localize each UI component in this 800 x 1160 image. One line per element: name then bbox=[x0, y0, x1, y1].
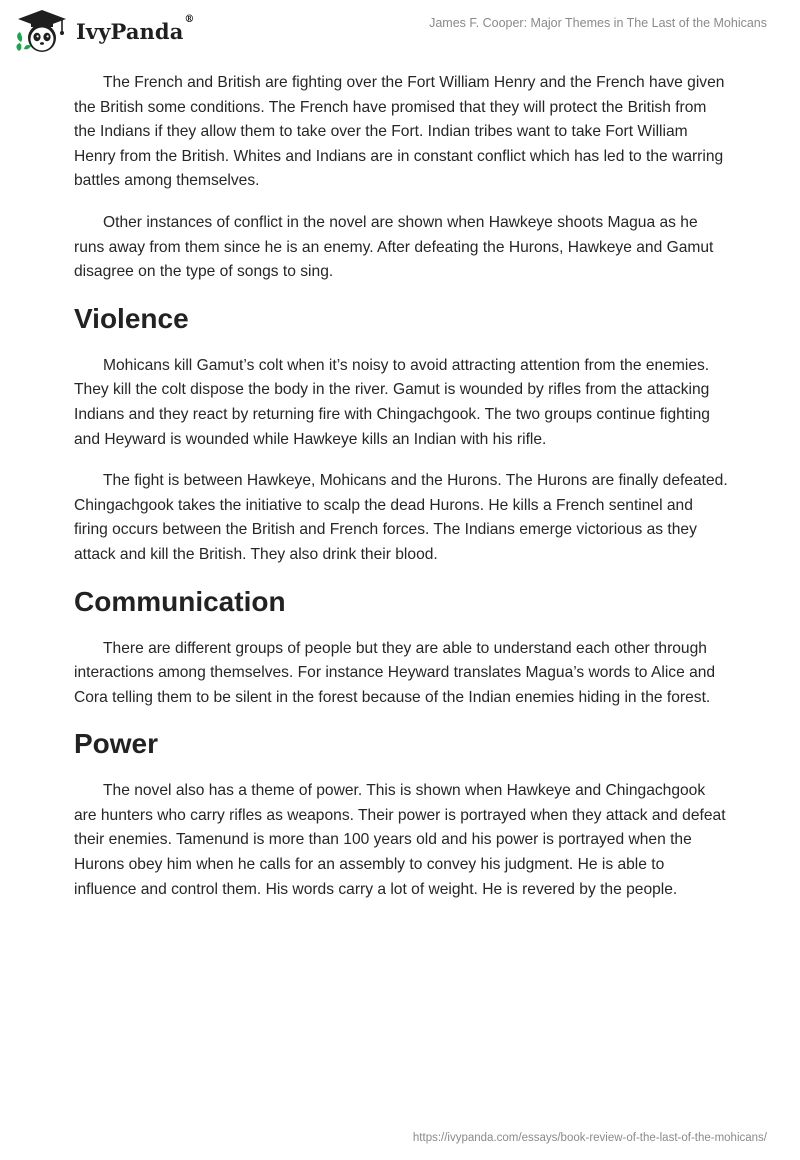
paragraph: Other instances of conflict in the novel are shown when Hawkeye shoots Magua as he runs away from them since he is an enemy. After defeating the Hurons, Hawkeye and Gamut disagree on the type of songs to sing. bbox=[74, 213, 714, 281]
registered-mark: ® bbox=[184, 13, 195, 25]
essay-body bbox=[74, 71, 728, 919]
ivypanda-logo[interactable] bbox=[14, 8, 195, 54]
source-url[interactable]: https://ivypanda.com/essays/book-review-of-the-last-of-the-mohicans/ bbox=[412, 1132, 767, 1144]
page-header bbox=[0, 0, 800, 62]
paragraph: There are different groups of people but they are able to understand each other through interactions among themselves. For instance Heyward translates Magua’s words to Alice and Cora telling them to be silent in the forest because of the Indian enemies hiding in the forest. bbox=[74, 639, 716, 706]
paragraph: The novel also has a theme of power. This is shown when Hawkeye and Chingachgook are hunters who carry rifles as weapons. Their power is portrayed when they attack and defeat their enemies. Tamenund is more than 100 years old and his power is portrayed when the Hurons obey him when he calls for an assembly to convey his judgment. He is able to influence and control them. His words carry a lot of weight. He is revered by the people. bbox=[74, 782, 726, 898]
brand-name: IvyPanda® bbox=[76, 13, 195, 44]
paragraph: The fight is between Hawkeye, Mohicans and the Hurons. The Hurons are finally defeated. Chingachgook takes the initiative to scalp the dead Hurons. He kills a French sentinel and firing occurs between the British and French forces. The Indians emerge victorious as they attack and kill the British. They also drink their blood. bbox=[74, 472, 728, 563]
panda-graduate-icon bbox=[14, 8, 70, 54]
document-title: James F. Cooper: Major Themes in The Last of the Mohicans bbox=[429, 16, 767, 30]
paragraph: The French and British are fighting over the Fort William Henry and the French have given the British some conditions. The French have promised that they will protect the British from the Indians if they allow them to take over the Fort. Indian tribes want to take Fort William Henry from the British. Whites and Indians are in constant conflict which has led to the warring battles among themselves. bbox=[74, 74, 725, 190]
paragraph: Mohicans kill Gamut’s colt when it’s noisy to avoid attracting attention from the enemies. They kill the colt dispose the body in the river. Gamut is wounded by rifles from the attacking Indians and they react by returning fire with Chingachgook. The two groups continue fighting and Heyward is wounded while Hawkeye kills an Indian with his rifle. bbox=[74, 356, 710, 448]
section-heading-communication: Communication bbox=[74, 585, 286, 617]
section-heading-power: Power bbox=[74, 728, 159, 760]
section-heading-violence: Violence bbox=[74, 302, 189, 334]
